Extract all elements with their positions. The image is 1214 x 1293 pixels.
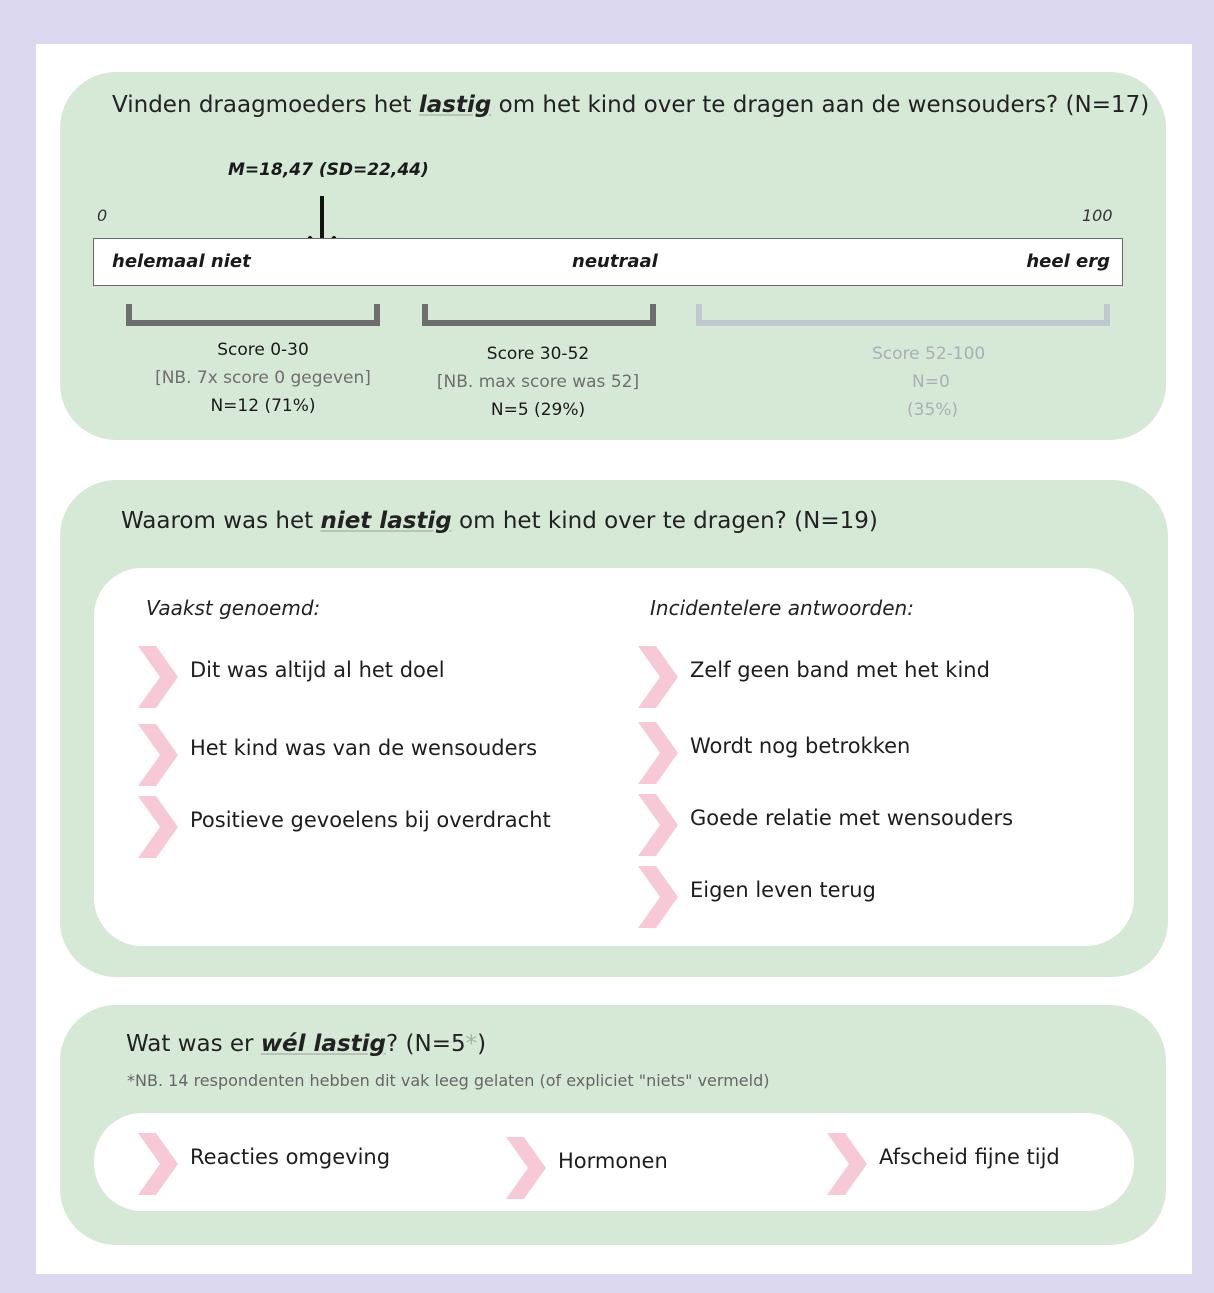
group-30-52 — [420, 340, 656, 424]
chevron-icon — [138, 796, 178, 858]
chevron-icon — [638, 722, 678, 784]
difficulties-box: Reacties omgeving Hormonen Afscheid fijne tijd — [94, 1113, 1134, 1211]
chevron-icon — [638, 646, 678, 708]
difficulty-scale-panel — [60, 72, 1166, 440]
group-count: N=5 (29%) — [490, 400, 586, 420]
chevron-icon — [138, 646, 178, 708]
group-note: N=0 — [912, 372, 950, 392]
chevron-icon — [638, 794, 678, 856]
difficult-panel — [60, 1005, 1166, 1245]
group-52-100 — [696, 340, 1166, 424]
group-note: [NB. 7x score 0 gegeven] — [155, 368, 371, 388]
chevron-icon — [506, 1137, 546, 1199]
chevron-icon — [827, 1133, 867, 1195]
group-count: (35%) — [907, 400, 959, 420]
group-bracket — [126, 304, 380, 326]
group-bracket — [422, 304, 656, 326]
most-mentioned-heading: Vaakst genoemd: — [146, 596, 321, 620]
panel-title: Vinden draagmoeders het lastig om het kind over te dragen aan de wensouders? (N=17) — [112, 92, 1150, 118]
group-bracket — [696, 304, 1110, 326]
incidental-heading: Incidentelere antwoorden: — [650, 596, 914, 620]
mean-label: M=18,47 (SD=22,44) — [228, 160, 429, 180]
chevron-icon — [138, 724, 178, 786]
group-range: Score 30-52 — [486, 344, 590, 364]
scale-label-left: helemaal niet — [112, 251, 251, 272]
panel-title: Wat was er wél lastig? (N=5*) — [126, 1031, 487, 1057]
group-range: Score 0-30 — [217, 340, 309, 360]
scale-max-label: 100 — [1082, 206, 1113, 225]
footnote: *NB. 14 respondenten hebben dit vak leeg gelaten (of expliciet "niets" vermeld) — [127, 1071, 770, 1090]
scale-label-right: heel erg — [1026, 251, 1110, 272]
chevron-icon — [638, 866, 678, 928]
group-count: N=12 (71%) — [210, 396, 316, 416]
scale-label-center: neutraal — [572, 251, 658, 272]
panel-title: Waarom was het niet lastig om het kind over te dragen? (N=19) — [121, 508, 878, 534]
not-difficult-panel — [60, 480, 1168, 977]
group-range: Score 52-100 — [872, 344, 986, 364]
reasons-box: Vaakst genoemd: Incidentelere antwoorden: Dit was altijd al het doel Het kind was van de wensouders Positieve gevoelens bij overdracht Zelf geen band met het kind Wordt nog betrokken Goede relatie met wensouders Eigen leven terug — [94, 568, 1134, 946]
chevron-icon — [138, 1133, 178, 1195]
score-scale-bar — [93, 238, 1123, 286]
scale-min-label: 0 — [97, 206, 108, 225]
group-note: [NB. max score was 52] — [436, 372, 640, 392]
group-0-30 — [126, 336, 400, 420]
